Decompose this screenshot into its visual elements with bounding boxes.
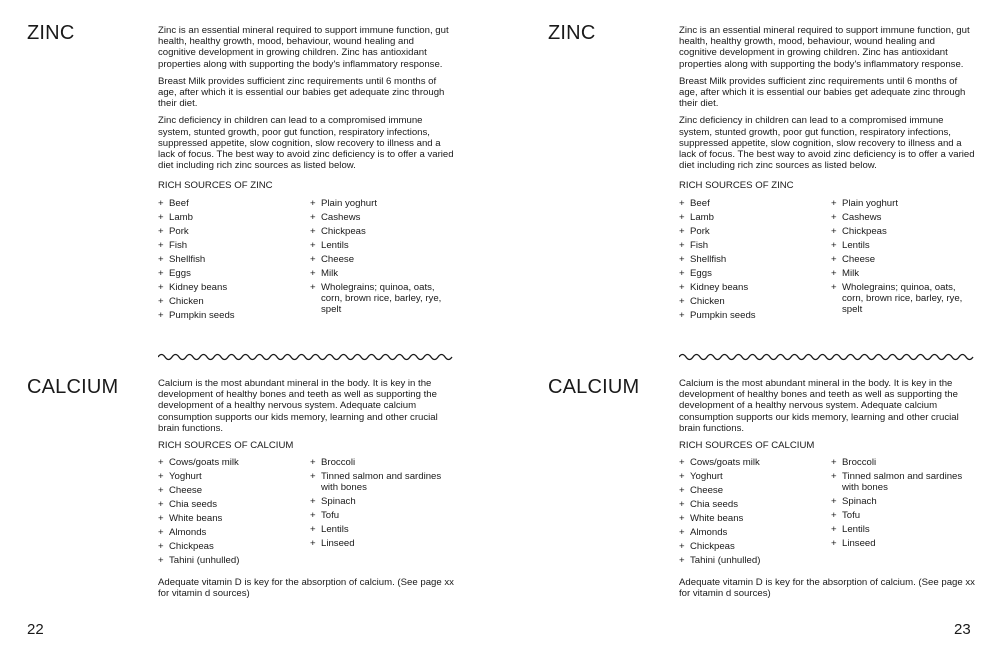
zinc-sources-list-1 — [679, 198, 831, 324]
zinc-heading: ZINC — [27, 22, 75, 44]
list-item: + Tahini (unhulled) — [679, 555, 831, 566]
list-item: + Cows/goats milk — [679, 457, 831, 468]
list-item: + Tinned salmon and sardines with bones — [831, 471, 975, 493]
zinc-sources-list-2 — [310, 198, 454, 324]
wavy-divider — [158, 352, 454, 362]
calcium-vitamin-d-note: Adequate vitamin D is key for the absorption of calcium. (See page xx for vitamin d sources) — [679, 577, 975, 600]
list-item: + Lentils — [310, 524, 454, 535]
list-item: + Chia seeds — [679, 499, 831, 510]
list-item: + Broccoli — [310, 457, 454, 468]
list-item: + Almonds — [158, 527, 310, 538]
list-item: + Cashews — [831, 212, 975, 223]
calcium-paragraph: Calcium is the most abundant mineral in the body. It is key in the development of healthy bones and teeth as well as supporting the development of a healthy nervous system. Adequate calcium consumption supports our kids memory, learning and other crucial brain functions. — [158, 378, 438, 434]
calcium-sources-heading: RICH SOURCES OF CALCIUM — [158, 440, 294, 452]
calcium-heading: CALCIUM — [27, 376, 119, 398]
zinc-sources-lists — [679, 198, 975, 324]
calcium-heading: CALCIUM — [548, 376, 640, 398]
list-item: + Chickpeas — [831, 226, 975, 237]
list-item: + Wholegrains; quinoa, oats, corn, brown rice, barley, rye, spelt — [310, 282, 454, 316]
list-item: + Spinach — [310, 496, 454, 507]
zinc-sources-heading: RICH SOURCES OF ZINC — [679, 180, 794, 192]
wavy-divider — [679, 352, 975, 362]
list-item: + Lentils — [310, 240, 454, 251]
list-item: + Cheese — [679, 485, 831, 496]
list-item: + Linseed — [831, 538, 975, 549]
list-item: + Broccoli — [831, 457, 975, 468]
list-item: + Chickpeas — [158, 541, 310, 552]
list-item: + Linseed — [310, 538, 454, 549]
list-item: + Chicken — [679, 296, 831, 307]
calcium-section — [158, 378, 454, 606]
zinc-heading: ZINC — [548, 22, 596, 44]
list-item: + Chia seeds — [158, 499, 310, 510]
calcium-section — [679, 378, 975, 606]
list-item: + Tinned salmon and sardines with bones — [310, 471, 454, 493]
page-number: 23 — [954, 621, 971, 638]
list-item: + Lentils — [831, 524, 975, 535]
list-item: + Spinach — [831, 496, 975, 507]
list-item: + Beef — [158, 198, 310, 209]
calcium-sources-list-1 — [158, 457, 310, 569]
list-item: + Kidney beans — [158, 282, 310, 293]
list-item: + Plain yoghurt — [831, 198, 975, 209]
list-item: + Fish — [679, 240, 831, 251]
list-item: + Chicken — [158, 296, 310, 307]
zinc-section — [679, 25, 975, 324]
zinc-paragraph: Breast Milk provides sufficient zinc requirements until 6 months of age, after which it is essential our babies get adequate zinc through their diet. — [679, 75, 966, 110]
zinc-sources-lists — [158, 198, 454, 324]
list-item: + Tahini (unhulled) — [158, 555, 310, 566]
zinc-paragraph: Breast Milk provides sufficient zinc requirements until 6 months of age, after which it is essential our babies get adequate zinc through their diet. — [158, 75, 445, 110]
list-item: + Beef — [679, 198, 831, 209]
list-item: + Cashews — [310, 212, 454, 223]
calcium-sources-lists — [158, 457, 454, 569]
calcium-vitamin-d-note: Adequate vitamin D is key for the absorption of calcium. (See page xx for vitamin d sources) — [158, 577, 454, 600]
list-item: + Cows/goats milk — [158, 457, 310, 468]
list-item: + Tofu — [831, 510, 975, 521]
list-item: + Fish — [158, 240, 310, 251]
zinc-sources-list-2 — [831, 198, 975, 324]
zinc-paragraph: Zinc is an essential mineral required to support immune function, gut health, healthy growth, mood, behaviour, wound healing and cognitive development in growing children. Zinc has antioxidant properties along with supporting the body's inflammatory response. — [679, 25, 970, 70]
list-item: + Kidney beans — [679, 282, 831, 293]
list-item: + Cheese — [831, 254, 975, 265]
calcium-sources-list-1 — [679, 457, 831, 569]
list-item: + Yoghurt — [679, 471, 831, 482]
calcium-sources-heading: RICH SOURCES OF CALCIUM — [679, 440, 815, 452]
list-item: + Tofu — [310, 510, 454, 521]
zinc-sources-heading: RICH SOURCES OF ZINC — [158, 180, 273, 192]
list-item: + Pork — [679, 226, 831, 237]
list-item: + Lamb — [158, 212, 310, 223]
list-item: + Lamb — [679, 212, 831, 223]
zinc-paragraph: Zinc is an essential mineral required to support immune function, gut health, healthy growth, mood, behaviour, wound healing and cognitive development in growing children. Zinc has antioxidant properties along with supporting the body's inflammatory response. — [158, 25, 449, 70]
page-number: 22 — [27, 621, 44, 638]
list-item: + Milk — [310, 268, 454, 279]
list-item: + White beans — [158, 513, 310, 524]
calcium-paragraph: Calcium is the most abundant mineral in the body. It is key in the development of healthy bones and teeth as well as supporting the development of a healthy nervous system. Adequate calcium consumption supports our kids memory, learning and other crucial brain functions. — [679, 378, 959, 434]
list-item: + Plain yoghurt — [310, 198, 454, 209]
list-item: + Pumpkin seeds — [158, 310, 310, 321]
list-item: + Eggs — [679, 268, 831, 279]
zinc-paragraph: Zinc deficiency in children can lead to a compromised immune system, stunted growth, poor gut function, respiratory infections, suppressed appetite, slow cognition, slow recovery to illness and a lack of focus. The best way to avoid zinc deficiency is to offer a varied diet including rich zinc sources as listed below. — [158, 115, 454, 172]
list-item: + Yoghurt — [158, 471, 310, 482]
list-item: + Wholegrains; quinoa, oats, corn, brown rice, barley, rye, spelt — [831, 282, 975, 316]
list-item: + Milk — [831, 268, 975, 279]
list-item: + Pumpkin seeds — [679, 310, 831, 321]
list-item: + Cheese — [158, 485, 310, 496]
list-item: + Eggs — [158, 268, 310, 279]
list-item: + Lentils — [831, 240, 975, 251]
list-item: + Shellfish — [679, 254, 831, 265]
list-item: + Pork — [158, 226, 310, 237]
list-item: + Cheese — [310, 254, 454, 265]
list-item: + Almonds — [679, 527, 831, 538]
list-item: + Shellfish — [158, 254, 310, 265]
calcium-sources-lists — [679, 457, 975, 569]
calcium-sources-list-2 — [310, 457, 454, 569]
list-item: + White beans — [679, 513, 831, 524]
zinc-paragraph: Zinc deficiency in children can lead to a compromised immune system, stunted growth, poor gut function, respiratory infections, suppressed appetite, slow cognition, slow recovery to illness and a lack of focus. The best way to avoid zinc deficiency is to offer a varied diet including rich zinc sources as listed below. — [679, 115, 975, 172]
page-right — [521, 0, 1000, 663]
list-item: + Chickpeas — [310, 226, 454, 237]
zinc-sources-list-1 — [158, 198, 310, 324]
zinc-section — [158, 25, 454, 324]
list-item: + Chickpeas — [679, 541, 831, 552]
calcium-sources-list-2 — [831, 457, 975, 569]
